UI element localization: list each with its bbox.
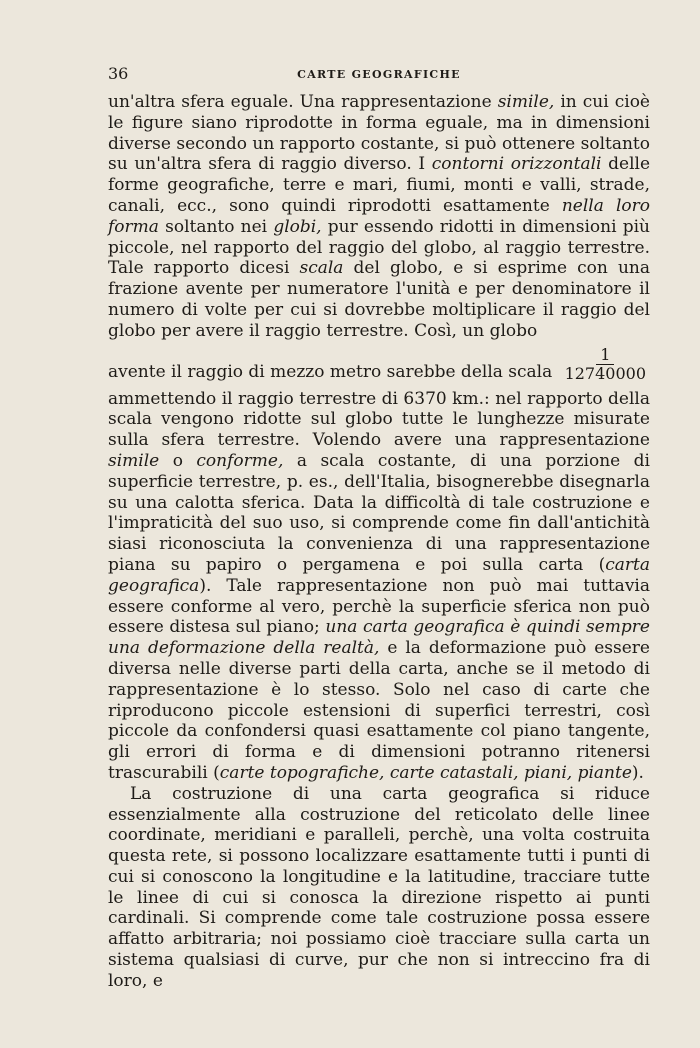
text-run: in cui cioè le figure siano riprodotte in forma eguale, ma in dimensioni diverse secondo un rapporto costante, si può ottenere soltanto su un'altra sfera di raggio diverso. I xyxy=(108,92,650,175)
scale-fraction xyxy=(561,346,650,383)
page-number: 36 xyxy=(108,64,129,83)
italic-text: simile xyxy=(108,450,160,471)
italic-text: contorni orizzontali xyxy=(431,154,602,175)
italic-text: scala xyxy=(299,258,344,279)
page-header xyxy=(108,62,650,86)
italic-text: nella loro forma xyxy=(108,195,650,237)
scale-formula-line xyxy=(108,346,650,383)
text-run: ). xyxy=(631,762,644,783)
text-run: ammettendo il raggio terrestre di 6370 km.: nel rapporto della scala vengono ridotte sul globo tutte le lunghezze misurate sulla sfera terrestre. Volendo avere una rappresentazione xyxy=(108,388,650,451)
fraction-numerator: 1 xyxy=(596,346,614,365)
italic-text: conforme, xyxy=(196,450,284,471)
formula-text: avente il raggio di mezzo metro sarebbe della scala xyxy=(108,361,553,382)
fraction-denominator: 12740000 xyxy=(564,363,646,383)
italic-text: simile, xyxy=(497,92,555,112)
paragraph: La costruzione di una carta geografica si riduce essenzialmente alla costruzione del reticolato delle linee coordinate, meridiani e paralleli, perchè, una volta costruita questa rete, si possono localizzare esattamente tutti i punti di cui si conoscono la longitudine e la latitudine, tracciare tutte le linee di cui si conosca la direzione rispetto ai punti cardinali. Si comprende come tale costruzione possa essere affatto arbitraria; noi possiamo cioè tracciare sulla carta un sistema qualsiasi di curve, pur che non si intreccino fra di loro, e xyxy=(108,783,650,991)
paragraph xyxy=(108,92,650,342)
text-run: un'altra sfera eguale. Una rappresentazione xyxy=(108,92,498,112)
text-run: soltanto nei xyxy=(158,216,274,237)
text-run: ). Tale rappresentazione non può mai tuttavia essere conforme al vero, perchè la superficie sferica non può essere distesa sul piano; xyxy=(108,575,650,638)
italic-text: una carta geografica è quindi sempre una deformazione della realtà, xyxy=(108,617,650,659)
italic-text: carta geografica xyxy=(108,554,650,596)
running-head: CARTE GEOGRAFICHE xyxy=(297,68,461,81)
text-run: a scala costante, di una porzione di superficie terrestre, p. es., dell'Italia, bisognerebbe disegnarla su una calotta sferica. Data la difficoltà di tale costruzione e l'impraticità del suo uso, si comprende come fin dall'antichità siasi riconosciuta la convenienza di una rappresentazione piana su papiro o pergamena e poi sulla carta ( xyxy=(108,450,650,575)
text-run: pur essendo ridotti in dimensioni più piccole, nel rapporto del raggio del globo, al raggio terrestre. Tale rapporto dicesi xyxy=(108,216,650,279)
paragraph xyxy=(108,389,650,784)
body-text xyxy=(108,92,650,992)
text-run: delle forme geografiche, terre e mari, fiumi, monti e valli, strade, canali, ecc., sono quindi riprodotti esattamente xyxy=(108,154,651,216)
italic-text: globi, xyxy=(273,216,322,237)
text-run: o xyxy=(159,450,197,471)
text-run: del globo, e si esprime con una frazione avente per numeratore l'unità e per denominatore il numero di volte per cui si dovrebbe moltiplicare il raggio del globo per avere il raggio terrestre. Così, un globo xyxy=(108,258,650,341)
text-run: e la deformazione può essere diversa nelle diverse parti della carta, anche se il metodo di rappresentazione è lo stesso. Solo nel caso di carte che riproducono piccole estensioni di superfici terrestri, così piccole da confondersi quasi esattamente col piano tangente, gli errori di forma e di dimensioni potranno ritenersi trascurabili ( xyxy=(108,638,650,783)
italic-text: carte topografiche, carte catastali, piani, piante xyxy=(219,762,632,783)
